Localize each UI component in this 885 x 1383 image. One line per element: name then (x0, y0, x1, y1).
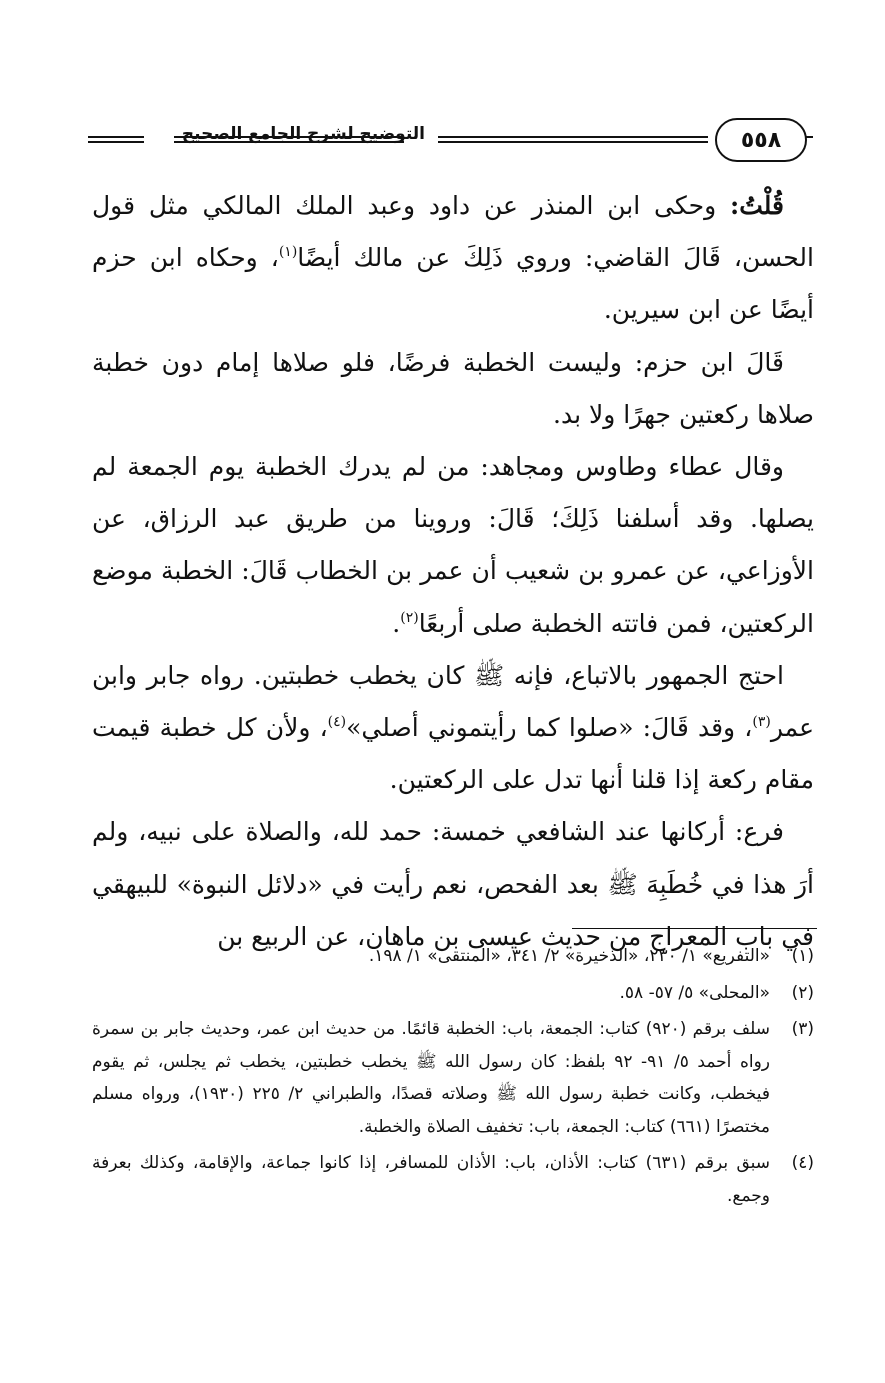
paragraph-1 (92, 180, 814, 337)
header-rule-left (88, 136, 144, 143)
page-number-badge: ٥٥٨ (715, 118, 807, 162)
paragraph-1-text-b: ، وحكاه ابن حزم أيضًا عن ابن سيرين. (92, 243, 814, 325)
footnote-3 (92, 1013, 814, 1143)
paragraph-3-text-a: وقال عطاء وطاوس ومجاهد: من لم يدرك الخطبة يوم الجمعة لم يصلها. وقد أسلفنا ذَلِكَ؛ قَالَ: وروينا من طريق عبد الرزاق، عن الأوزاعي، عن عمرو بن شعيب أن عمر بن الخطاب قَالَ: الخطبة موضع الركعتين، فمن فاتته الخطبة صلى أربعًا (92, 452, 814, 638)
footnote-ref-4[interactable]: (٤) (327, 714, 347, 731)
paragraph-5: فرع: أركانها عند الشافعي خمسة: حمد لله، والصلاة على نبيه، ولم أرَ هذا في خُطَبِهَ ﷺ بعد الفحص، نعم رأيت في «دلائل النبوة» للبيهقي في باب المعراج من حديث عيسى بن ماهان، عن الربيع بن (92, 817, 814, 951)
footnote-text: سلف برقم (٩٢٠) كتاب: الجمعة، باب: الخطبة قائمًا. من حديث ابن عمر، وحديث جابر بن سمرة رواه أحمد ٥/ ٩١- ٩٢ بلفظ: كان رسول الله ﷺ يخطب خطبتين، يخطب ثم يجلس، ثم يقوم فيخطب، وكانت خطبة رسول الله ﷺ وصلاته قصدًا، والطبراني ٢/ ٢٢٥ (١٩٣٠)، ورواه مسلم مختصرًا (٦٦١) كتاب: الجمعة، باب: تخفيف الصلاة والخطبة. (92, 1019, 770, 1137)
paragraph-2: قَالَ ابن حزم: وليست الخطبة فرضًا، فلو صلاها إمام دون خطبة صلاها ركعتين جهرًا ولا بد. (92, 347, 814, 429)
footnote-ref-1[interactable]: (١) (278, 244, 298, 261)
footnote-number: (٣) (791, 1019, 814, 1039)
footnote-text: «المحلى» ٥/ ٥٧- ٥٨. (619, 982, 770, 1003)
footnote-4 (92, 1147, 814, 1212)
footnote-2 (92, 977, 814, 1010)
paragraph-3-text-b: . (392, 608, 401, 638)
header-rule-edge (805, 136, 813, 138)
main-text (92, 180, 814, 963)
running-header (88, 118, 813, 166)
footnote-number: (١) (791, 946, 814, 966)
footnote-text: سبق برقم (٦٣١) كتاب: الأذان، باب: الأذان للمسافر، إذا كانوا جماعة، والإقامة، وكذلك بعرفة وجمع. (92, 1153, 771, 1206)
paragraph-1-text-a: وحكى ابن المنذر عن داود وعبد الملك المالكي مثل قول الحسن، قَالَ القاضي: وروي ذَلِكَ عن مالك أيضًا (92, 191, 814, 273)
paragraph-1-lead: قُلْتُ: (729, 191, 784, 220)
header-rule-right (438, 136, 708, 143)
paragraph-4-text-c: ، ولأن كل خطبة قيمت مقام ركعة إذا قلنا أنها تدل على الركعتين. (92, 713, 814, 795)
footnote-1 (92, 940, 814, 973)
footnote-number: (٢) (791, 982, 814, 1003)
book-title: التوضيح لشرح الجامع الصحيح (181, 124, 425, 144)
footnote-ref-2[interactable]: (٢) (400, 609, 419, 626)
footnote-separator (572, 928, 817, 929)
paragraph-3 (92, 441, 814, 650)
footnote-number: (٤) (791, 1153, 814, 1173)
footnote-text: «التفريع» ١/ ٢٣٠، «الذخيرة» ٢/ ٣٤١، «المنتقى» ١/ ١٩٨. (368, 946, 770, 966)
paragraph-4 (92, 650, 814, 807)
paragraph-4-text-b: ، وقد قَالَ: «صلوا كما رأيتموني أصلي» (346, 713, 753, 743)
footnote-ref-3[interactable]: (٣) (752, 714, 771, 731)
paragraph-4-text-a: احتج الجمهور بالاتباع، فإنه ﷺ كان يخطب خطبتين. رواه جابر وابن عمر (92, 660, 815, 743)
footnotes (92, 940, 814, 1216)
